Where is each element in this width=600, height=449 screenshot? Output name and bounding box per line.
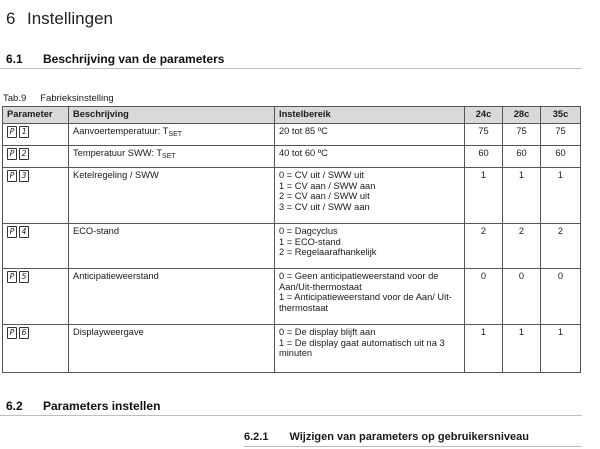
param-code [3,269,69,325]
code-letter: P [7,271,17,283]
value-24c: 75 [465,124,503,146]
section-divider [0,415,582,416]
table-row [3,224,581,269]
code-digit: 3 [19,170,29,182]
code-letter: P [7,327,17,339]
value-24c: 0 [465,269,503,325]
value-28c: 1 [503,168,541,224]
code-digit: 2 [19,148,29,160]
param-range: 20 tot 85 ºC [275,124,465,146]
code-digit: 4 [19,226,29,238]
value-24c: 1 [465,168,503,224]
chapter-title: Instellingen [27,9,114,28]
param-description: Displayweergave [69,325,275,373]
chapter-heading [6,9,113,29]
param-description: Ketelregeling / SWW [69,168,275,224]
table-header-row [3,107,581,124]
param-code [3,224,69,269]
value-28c: 2 [503,224,541,269]
section-title: Parameters instellen [43,399,161,413]
subsection-title: Wijzigen van parameters op gebruikersniveau [289,431,530,443]
param-code [3,146,69,168]
code-digit: 5 [19,271,29,283]
value-35c: 0 [541,269,581,325]
param-description: ECO-stand [69,224,275,269]
table-row [3,269,581,325]
section-number: 6.2 [6,399,23,413]
value-35c: 1 [541,168,581,224]
param-description: Aanvoertemperatuur: $T_{SET}$ [69,124,275,146]
header-parameter: Parameter [3,107,69,124]
table-row [3,124,581,146]
code-digit: 1 [19,126,29,138]
value-24c: 1 [465,325,503,373]
value-28c: 0 [503,269,541,325]
header-35c: 35c [541,107,581,124]
code-letter: P [7,226,17,238]
param-description: Temperatuur SWW: $T_{SET}$ [69,146,275,168]
header-24c: 24c [465,107,503,124]
value-28c: 75 [503,124,541,146]
param-range: 0 = CV uit / SWW uit 1 = CV aan / SWW aan 2 = CV aan / SWW uit 3 = CV uit / SWW aan [275,168,465,224]
table-row [3,168,581,224]
param-code [3,325,69,373]
section-number: 6.1 [6,52,23,66]
param-range: 0 = De display blijft aan 1 = De display gaat automatisch uit na 3 minuten [275,325,465,373]
subsection-divider [244,446,582,447]
code-letter: P [7,170,17,182]
value-28c: 1 [503,325,541,373]
subsection-number: 6.2.1 [244,431,269,443]
code-letter: P [7,126,17,138]
section-divider [0,68,582,69]
param-code [3,168,69,224]
table-caption [3,93,114,104]
value-24c: 2 [465,224,503,269]
table-label: Tab.9 [3,93,27,104]
param-description: Anticipatieweerstand [69,269,275,325]
value-24c: 60 [465,146,503,168]
value-35c: 1 [541,325,581,373]
code-letter: P [7,148,17,160]
value-35c: 2 [541,224,581,269]
table-title: Fabrieksinstelling [40,93,114,104]
value-35c: 75 [541,124,581,146]
param-range: 40 tot 60 ºC [275,146,465,168]
section-title: Beschrijving van de parameters [43,52,225,66]
param-code [3,124,69,146]
param-range: 0 = Geen anticipatieweerstand voor de Aan/Uit-thermostaat 1 = Anticipatieweerstand voor de Aan/ Uit-thermostaat [275,269,465,325]
subsection-6-2-1-heading [244,431,529,443]
code-digit: 6 [19,327,29,339]
parameter-table [2,106,581,373]
value-35c: 60 [541,146,581,168]
header-range: Instelbereik [275,107,465,124]
param-range: 0 = Dagcyclus 1 = ECO-stand 2 = Regelaarafhankelijk [275,224,465,269]
table-row [3,325,581,373]
header-description: Beschrijving [69,107,275,124]
value-28c: 60 [503,146,541,168]
chapter-number: 6 [6,9,16,28]
header-28c: 28c [503,107,541,124]
table-row [3,146,581,168]
